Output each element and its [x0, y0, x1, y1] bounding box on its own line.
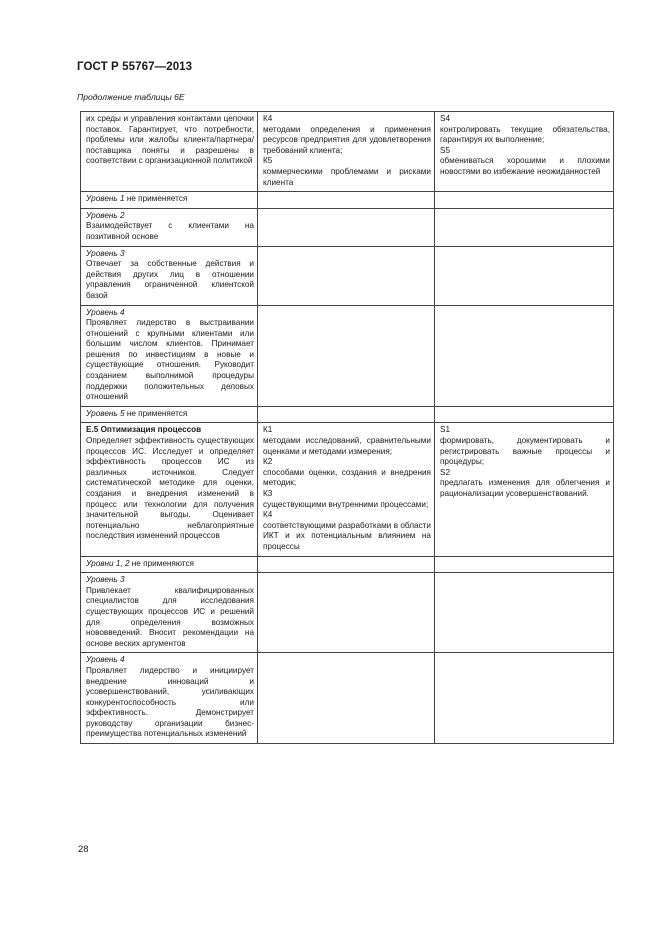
empty-cell: [258, 192, 435, 209]
cell-skills: S4 контролировать текущие обязательства, гарантируя их выполнение; S5 обмениваться хорошими и плохими новостями во избежание неожиданностей: [435, 112, 614, 192]
section-text: Определяет эффективность существующих процессов ИС. Исследует и определяет эффективность процессов ИС из различных источников. Следует систематической методике для оценки, создания и внедрения изменений в процесс или технологии для получения значительной выгоды. Оценивает потенциально неблагоприятные последствия изменений процессов: [86, 436, 254, 541]
table-row: [81, 305, 614, 406]
table-row: [81, 556, 614, 573]
empty-cell: [435, 406, 614, 423]
level-text: Привлекает квалифицированных специалистов для исследования существующих процессов ИС и решений для определения возможных нововведений. Вносит рекомендации на основе веских аргументов: [86, 585, 254, 648]
table-row: [81, 406, 614, 423]
level-text: Проявляет лидерство в выстраивании отношений с крупными клиентами или большим числом клиентов. Принимает решения по инвестициям в новые и существующие отношения. Руководит созданием выполнимой процедуры поддержки положительных деловых отношений: [86, 318, 254, 402]
level-note: не применяется: [124, 408, 188, 418]
level-label: Уровень 4: [86, 655, 125, 665]
level-label: Уровень 3: [86, 248, 125, 258]
empty-cell: [258, 653, 435, 744]
level-label: Уровень 5: [86, 408, 125, 418]
level-4-cell: [81, 305, 258, 406]
level-3-cell: [81, 573, 258, 653]
level-4-cell: [81, 653, 258, 744]
empty-cell: [258, 246, 435, 305]
empty-cell: [435, 556, 614, 573]
level-note: не применяется: [124, 194, 188, 204]
table-row: [81, 246, 614, 305]
level-text: Отвечает за собственные действия и действия других лиц в отношении управления ограниченной клиентской базой: [86, 259, 254, 300]
level-3-cell: [81, 246, 258, 305]
empty-cell: [435, 208, 614, 246]
empty-cell: [258, 556, 435, 573]
empty-cell: [435, 573, 614, 653]
section-heading: Е.5 Оптимизация процессов: [86, 425, 202, 435]
level-label: Уровень 4: [86, 307, 125, 317]
table-caption: Продолжение таблицы 6Е: [77, 92, 185, 102]
empty-cell: [258, 208, 435, 246]
table-row: [81, 192, 614, 209]
table-row: [81, 653, 614, 744]
empty-cell: [258, 573, 435, 653]
level-5-cell: [81, 406, 258, 423]
empty-cell: [435, 192, 614, 209]
level-1-cell: [81, 192, 258, 209]
levels-1-2-cell: [81, 556, 258, 573]
level-text: Проявляет лидерство и инициирует внедрение инноваций и усовершенствований, усиливающих конкурентоспособность или эффективность. Демонстрирует руководству организации бизнес-преимущества потенциальных изменений: [86, 665, 254, 739]
empty-cell: [258, 406, 435, 423]
table-row: [81, 573, 614, 653]
empty-cell: [258, 305, 435, 406]
level-2-cell: [81, 208, 258, 246]
table-row: [81, 423, 614, 556]
cell-knowledge: К1 методами исследований, сравнительными оценками и методами измерения; К2 способами оценки, создания и внедрения методик; К3 существующими внутренними процессами; К4 соответствующими разработками в области ИКТ и их потенциальным влиянием на процессы: [258, 423, 435, 556]
table-row: [81, 208, 614, 246]
level-text: Взаимодействует с клиентами на позитивной основе: [86, 221, 254, 241]
level-label: Уровни 1, 2: [86, 558, 130, 568]
level-note: не применяются: [129, 558, 194, 568]
level-label: Уровень 2: [86, 210, 125, 220]
table-row: [81, 112, 614, 192]
competence-table: [80, 111, 614, 744]
cell-description: их среды и управления контактами цепочки поставок. Гарантирует, что потребности, проблемы или жалобы клиента/партнера/поставщика поняты и разрешены в соответствии с организационной политикой: [81, 112, 258, 192]
document-title: ГОСТ Р 55767—2013: [77, 61, 193, 73]
empty-cell: [435, 246, 614, 305]
empty-cell: [435, 305, 614, 406]
level-label: Уровень 3: [86, 575, 125, 585]
section-e5-cell: [81, 423, 258, 556]
page-number: 28: [78, 844, 89, 855]
cell-knowledge: К4 методами определения и применения ресурсов предприятия для удовлетворения требований клиента; К5 коммерческими проблемами и рисками клиента: [258, 112, 435, 192]
level-label: Уровень 1: [86, 194, 125, 204]
empty-cell: [435, 653, 614, 744]
cell-skills: S1 формировать, документировать и регистрировать важные процессы и процедуры; S2 предлагать изменения для облегчения и рационализации усовершенствований.: [435, 423, 614, 556]
